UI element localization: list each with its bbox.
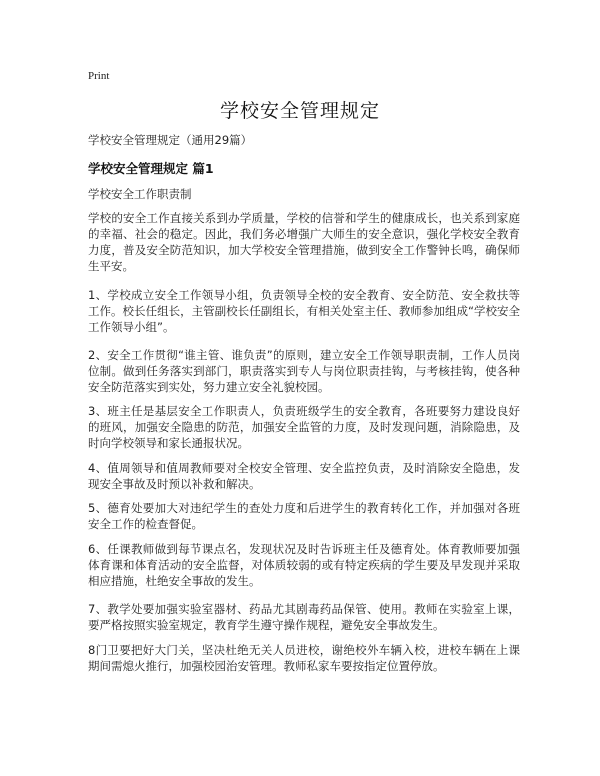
paragraph-item-2: 2、安全工作贯彻“谁主管、谁负责”的原则，建立安全工作领导职责制，工作人员岗位制。做到任务落实到部门，职责落实到专人与岗位职责挂钩，与考核挂钩，使各种安全防范落实到实处，努力建立安全礼貌校园。 (88, 348, 520, 394)
print-label[interactable]: Print (88, 70, 110, 82)
paragraph-item-7: 7、教学处要加强实验室器材、药品尤其剧毒药品保管、使用。教师在实验室上课，要严格按照实验室规定，教育学生遵守操作规程，避免安全事故发生。 (88, 602, 520, 632)
paragraph-item-5: 5、德育处要加大对违纪学生的查处力度和后进学生的教育转化工作，并加强对各班安全工作的检查督促。 (88, 501, 520, 531)
paragraph-item-8: 8门卫要把好大门关，坚决杜绝无关人员进校，谢绝校外车辆入校，进校车辆在上课期间需熄火推行，加强校园治安管理。教师私家车要按指定位置停放。 (88, 643, 520, 673)
paragraph-item-4: 4、值周领导和值周教师要对全校安全管理、安全监控负责，及时消除安全隐患，发现安全事故及时预以补救和解决。 (88, 461, 520, 491)
section-subheading: 学校安全工作职责制 (88, 187, 192, 201)
paragraph-item-3: 3、班主任是基层安全工作职责人，负责班级学生的安全教育，各班要努力建设良好的班风，加强安全隐患的防范，加强安全监管的力度，及时发现问题，消除隐患，及时向学校领导和家长通报状况。 (88, 404, 520, 450)
section-heading: 学校安全管理规定 篇1 (88, 161, 214, 176)
paragraph-item-6: 6、任课教师做到每节课点名，发现状况及时告诉班主任及德育处。体育教师要加强体育课和体育活动的安全监督，对体质较弱的或有特定疾病的学生要及早发现并采取相应措施，杜绝安全事故的发生。 (88, 542, 520, 588)
page-title: 学校安全管理规定 (219, 100, 380, 122)
paragraph-item-1: 1、学校成立安全工作领导小组，负责领导全校的安全教育、安全防范、安全救扶等工作。校长任组长，主管副校长任副组长，有相关处室主任、教师参加组成“学校安全工作领导小组”。 (88, 288, 520, 334)
paragraph-intro: 学校的安全工作直接关系到办学质量，学校的信誉和学生的健康成长，也关系到家庭的幸福、社会的稳定。因此，我们务必增强广大师生的安全意识，强化学校安全教育力度，普及安全防范知识，加大学校安全管理措施，做到安全工作警钟长鸣，确保师生平安。 (88, 211, 520, 273)
document-subtitle: 学校安全管理规定（通用29篇） (88, 133, 253, 147)
